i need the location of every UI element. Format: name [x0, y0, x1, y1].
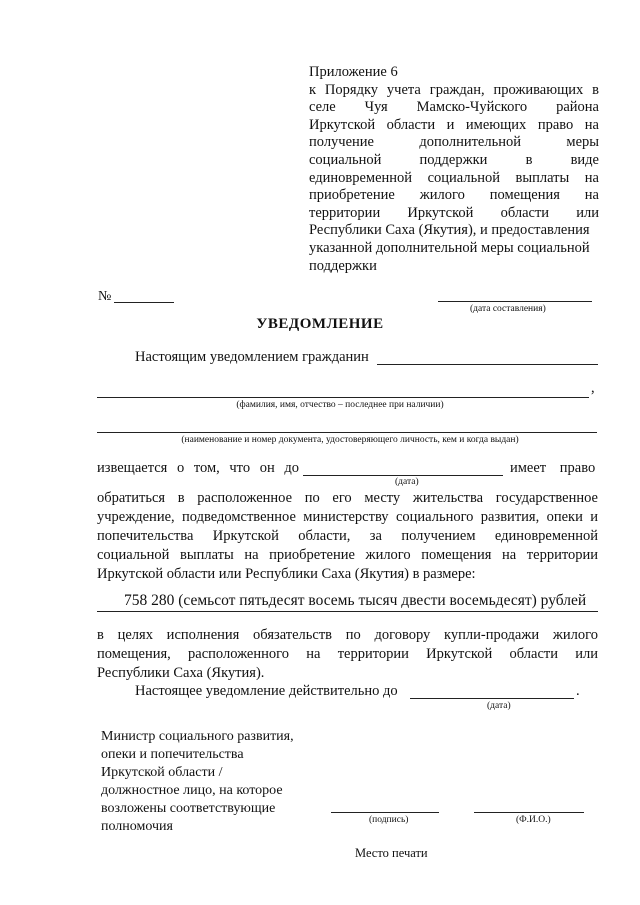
- purpose-paragraph: [97, 626, 598, 683]
- appendix-line: поддержки: [309, 257, 377, 274]
- notice-line: социальной выплаты на приобретение жилого помещения на территории: [97, 547, 598, 563]
- purpose-line: Республики Саха (Якутия).: [97, 665, 265, 681]
- compile-date-line: [438, 301, 592, 302]
- page-title: УВЕДОМЛЕНИЕ: [256, 316, 384, 332]
- signature-caption: (подпись): [369, 815, 409, 825]
- payment-amount: 758 280 (семьсот пятьдесят восемь тысяч двести восемьдесят) рублей: [124, 592, 587, 609]
- document-number-line: [114, 302, 174, 303]
- signer-line: Иркутской области /: [101, 765, 223, 780]
- signer-line: Министр социального развития,: [101, 729, 294, 744]
- validity-period: .: [576, 683, 580, 699]
- signer-block: [101, 728, 294, 836]
- signer-line: опеки и попечительства: [101, 747, 244, 762]
- notice-has-right: имеет право: [510, 460, 596, 476]
- notice-line: учреждение, подведомственное министерству социального развития, опеки и: [97, 509, 598, 525]
- notice-line: Иркутской области или Республики Саха (Якутия) в размере:: [97, 566, 476, 582]
- validity-text: Настоящее уведомление действительно до: [135, 683, 398, 699]
- appendix-line: к Порядку учета граждан, проживающих в: [309, 81, 599, 98]
- appendix-line: территории Иркутской области или: [309, 204, 599, 221]
- identity-document-caption: (наименование и номер документа, удостоверяющего личность, кем и когда выдан): [181, 435, 519, 445]
- appendix-line: Республики Саха (Якутия), и предоставления: [309, 222, 590, 239]
- intro-text: Настоящим уведомлением гражданин: [135, 349, 369, 365]
- appendix-line: получение дополнительной меры: [309, 134, 599, 151]
- appendix-line: приобретение жилого помещения на: [309, 187, 599, 204]
- validity-date-caption: (дата): [487, 701, 511, 711]
- appendix-line: селе Чуя Мамско-Чуйского района: [309, 99, 599, 116]
- stamp-place: Место печати: [355, 846, 428, 860]
- deadline-date-line: [303, 475, 503, 476]
- compile-date-caption: (дата составления): [470, 304, 546, 314]
- signer-line: возложены соответствующие: [101, 801, 276, 816]
- document-number-label: №: [98, 289, 112, 304]
- validity-date-line: [410, 698, 574, 699]
- appendix-line: Приложение 6: [309, 64, 398, 80]
- signer-fio-caption: (Ф.И.О.): [516, 815, 551, 825]
- signer-fio-line: [474, 812, 584, 813]
- identity-document-line: [97, 432, 597, 433]
- purpose-line: в целях исполнения обязательств по договору купли-продажи жилого: [97, 627, 598, 643]
- appendix-line: социальной поддержки в виде: [309, 151, 599, 168]
- deadline-date-caption: (дата): [395, 477, 419, 487]
- notice-line: попечительства Иркутской области, за получением единовременной: [97, 528, 598, 544]
- notice-lead: извещается о том, что он до: [97, 460, 299, 476]
- appendix-line: Иркутской области и имеющих право на: [309, 116, 599, 133]
- appendix-line: указанной дополнительной меры социальной: [309, 239, 590, 256]
- purpose-line: помещения, расположенного на территории Иркутской области или: [97, 646, 598, 662]
- appendix-block: [309, 64, 599, 275]
- appendix-line: единовременной социальной выплаты на: [309, 169, 599, 186]
- fio-comma: ,: [591, 380, 595, 396]
- fio-line: [97, 397, 589, 398]
- signer-line: должностное лицо, на которое: [101, 783, 283, 798]
- fio-caption: (фамилия, имя, отчество – последнее при наличии): [236, 400, 444, 410]
- notice-line: обратиться в расположенное по его месту жительства государственное: [97, 490, 598, 506]
- signer-line: полномочия: [101, 819, 173, 834]
- notice-paragraph: [97, 489, 598, 584]
- citizen-line: [377, 364, 598, 365]
- signature-line: [331, 812, 439, 813]
- amount-underline: [97, 611, 598, 612]
